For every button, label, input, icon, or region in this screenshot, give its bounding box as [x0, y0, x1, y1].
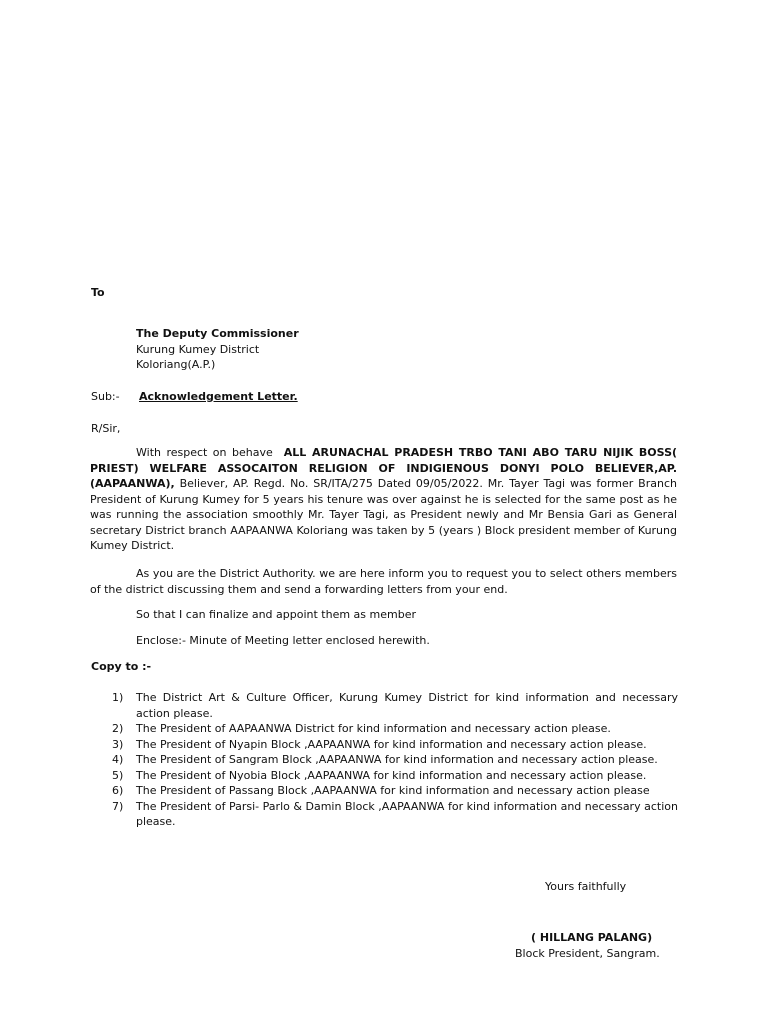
closing-phrase: Yours faithfully	[545, 880, 627, 893]
copy-item-text: The President of Nyobia Block ,AAPAANWA for kind information and necessary action please.	[136, 768, 647, 782]
signatory-title: Block President, Sangram.	[515, 947, 660, 960]
copy-item-text: The District Art & Culture Officer, Kurung Kumey District for kind information and necessary action please.	[136, 691, 678, 720]
copy-item-number: 1)	[112, 691, 124, 704]
recipient-district: Kurung Kumey District	[136, 342, 260, 356]
organization-name: ALL ARUNACHAL PRADESH TRBO TANI ABO TARU NIJIK BOSS( PRIEST) WELFARE ASSOCAITON RELIGION OF INDIGIENOUS DONYI POLO BELIEVER,AP. (AAPAANWA),	[90, 446, 678, 490]
body-paragraph-3: So that I can finalize and appoint them as member	[136, 608, 417, 621]
para1-intro: With respect on behave	[136, 446, 273, 459]
copy-item-text: The President of Passang Block ,AAPAANWA for kind information and necessary action please	[136, 784, 650, 797]
copy-item-number: 2)	[112, 722, 124, 735]
copy-to-item	[112, 690, 678, 721]
copy-item-text: The President of Sangram Block ,AAPAANWA for kind information and necessary action please.	[136, 753, 658, 766]
copy-to-item	[112, 737, 678, 753]
signatory-name: ( HILLANG PALANG)	[531, 931, 653, 944]
enclosure-line: Enclose:- Minute of Meeting letter enclosed herewith.	[136, 634, 430, 647]
copy-item-text: The President of AAPAANWA District for kind information and necessary action please.	[136, 722, 611, 735]
copy-to-item	[112, 768, 678, 784]
copy-item-number: 7)	[112, 799, 124, 813]
subject-label: Sub:-	[91, 390, 120, 403]
recipient-address	[136, 326, 299, 373]
body-paragraph-2	[90, 566, 677, 597]
subject-text: Acknowledgement Letter.	[139, 390, 298, 403]
para1-body: Believer, AP. Regd. No. SR/ITA/275 Dated 09/05/2022. Mr. Tayer Tagi was former Branch President of Kurung Kumey for 5 years his tenure was over against he is selected for the same post as he was running the association smoothly Mr. Tayer Tagi, as President newly and Mr Bensia Gari as General secretary District branch AAPAANWA Koloriang was taken by 5 (years ) Block president member of Kurung Kumey District.	[90, 477, 677, 552]
copy-item-number: 4)	[112, 753, 124, 766]
para2-text: As you are the District Authority. we are here inform you to request you to select others members of the district discussing them and send a forwarding letters from your end.	[90, 567, 677, 596]
copy-to-item	[112, 799, 678, 830]
copy-to-item	[112, 783, 678, 799]
recipient-title: The Deputy Commissioner	[136, 327, 299, 340]
copy-to-list	[112, 690, 678, 830]
copy-item-number: 6)	[112, 784, 124, 797]
copy-to-heading: Copy to :-	[91, 660, 152, 673]
recipient-place: Koloriang(A.P.)	[136, 358, 216, 371]
copy-to-item	[112, 721, 678, 737]
copy-item-number: 5)	[112, 768, 124, 782]
to-label: To	[91, 286, 105, 299]
copy-item-number: 3)	[112, 737, 124, 751]
body-paragraph-1	[90, 445, 677, 554]
copy-to-item	[112, 752, 678, 768]
copy-item-text: The President of Nyapin Block ,AAPAANWA for kind information and necessary action please.	[136, 737, 647, 751]
copy-item-text: The President of Parsi- Parlo & Damin Block ,AAPAANWA for kind information and necessary action please.	[136, 799, 678, 828]
salutation: R/Sir,	[91, 422, 121, 435]
